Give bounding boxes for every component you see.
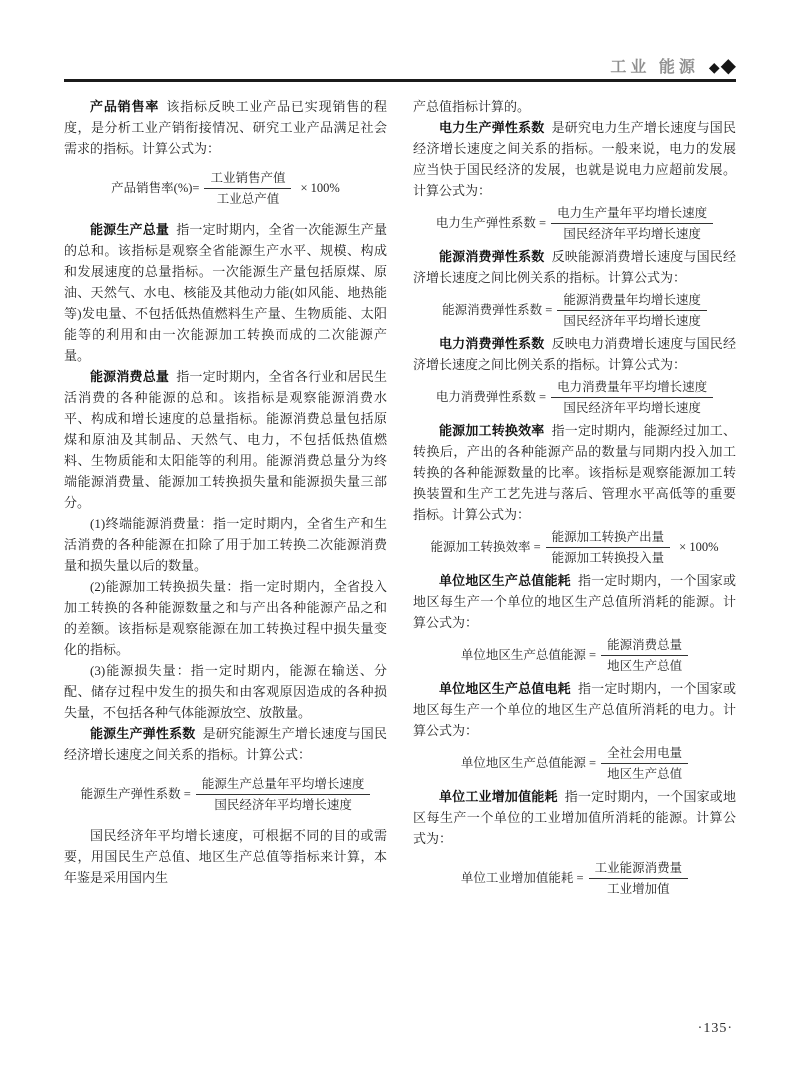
term-label: 能源加工转换效率 (439, 423, 545, 438)
fraction (196, 775, 371, 813)
definition-paragraph (64, 219, 387, 366)
diamond-icon: ◆ (720, 55, 736, 77)
term-label: 产品销售率 (90, 99, 160, 114)
definition-paragraph (413, 570, 736, 633)
paragraph-text: 是研究电力生产增长速度与国民经济增长速度之间关系的指标。一般来说，电力的发展应当快于国民经济的发展，也就是说电力应超前发展。计算公式为： (413, 120, 736, 198)
definition-paragraph (413, 246, 736, 288)
formula (413, 204, 736, 242)
term-label: 能源消费弹性系数 (439, 249, 545, 264)
paragraph-text: 是研究能源生产增长速度与国民经济增长速度之间关系的指标。计算公式： (64, 726, 387, 762)
formula-denominator: 工业增加值 (607, 882, 670, 896)
fraction (551, 378, 713, 416)
fraction (557, 291, 707, 329)
formula-lhs: 电力消费弹性系数 = (435, 390, 547, 404)
paragraph-text: 指一定时期内，全省各行业和居民生活消费的各种能源的总和。该指标是观察能源消费水平、构成和增长速度的总量指标。能源消费总量包括原煤和原油及其制品、天然气、电力，不包括低热值燃料、生物质能和太阳能等的利用。能源消费总量分为终端能源消费量、能源加工转换损失量和能源损失量三部分。 (64, 369, 387, 510)
formula-lhs: 产品销售率(%)= (111, 181, 200, 195)
paragraph-text: 指一定时期内，一个国家或地区每生产一个单位的工业增加值所消耗的能源。计算公式为： (413, 789, 736, 846)
section-title: 工业 能源 (610, 59, 699, 76)
formula-denominator: 能源加工转换投入量 (551, 551, 665, 565)
formula (64, 169, 387, 207)
term-label: 能源生产总量 (90, 222, 170, 237)
formula-suffix: × 100% (300, 181, 340, 195)
paragraph-text: 国民经济年平均增长速度，可根据不同的目的或需要，用国民生产总值、地区生产总值等指标来计算，本年鉴是采用国内生 (64, 828, 387, 885)
fraction (589, 859, 689, 897)
definition-paragraph (413, 117, 736, 201)
paragraph-text: 指一定时期内，一个国家或地区每生产一个单位的地区生产总值所消耗的电力。计算公式为： (413, 681, 736, 738)
formula-lhs: 能源消费弹性系数 = (442, 303, 553, 317)
formula-numerator: 能源消费总量 (601, 636, 688, 656)
fraction (601, 744, 688, 782)
formula-suffix: × 100% (679, 540, 719, 554)
paragraph-text: 指一定时期内，一个国家或地区每生产一个单位的地区生产总值所消耗的能源。计算公式为： (413, 573, 736, 630)
continuation-paragraph (413, 96, 736, 117)
term-label: 单位地区生产总值电耗 (439, 681, 571, 696)
fraction (551, 204, 713, 242)
definition-paragraph (64, 660, 387, 723)
paragraph-text: (3)能源损失量：指一定时期内，能源在输送、分配、储存过程中发生的损失和由客观原因造成的各种损失量，不包括各种气体能源放空、放散量。 (64, 663, 387, 720)
page-header (64, 54, 736, 82)
term-label: 电力消费弹性系数 (439, 336, 545, 351)
formula-denominator: 国民经济年平均增长速度 (214, 798, 352, 812)
page-content (64, 96, 736, 909)
definition-paragraph (64, 96, 387, 159)
formula-denominator: 国民经济年平均增长速度 (563, 401, 701, 415)
definition-paragraph (413, 333, 736, 375)
formula-numerator: 能源加工转换产出量 (546, 528, 671, 548)
fraction (204, 169, 291, 207)
formula-numerator: 工业销售产值 (204, 169, 291, 189)
diamond-icon: ◆ (708, 61, 720, 76)
formula (64, 775, 387, 813)
term-label: 电力生产弹性系数 (439, 120, 545, 135)
formula-lhs: 单位地区生产总值能源 = (460, 648, 597, 662)
formula-lhs: 电力生产弹性系数 = (435, 216, 547, 230)
paragraph-text: 指一定时期内，能源经过加工、转换后，产出的各种能源产品的数量与同期内投入加工转换的各种能源数量的比率。该指标是观察能源加工转换装置和生产工艺先进与落后、管理水平高低等的重要指标。计算公式为： (413, 423, 736, 522)
fraction (601, 636, 688, 674)
left-column (64, 96, 387, 909)
formula-numerator: 工业能源消费量 (589, 859, 689, 879)
formula (413, 744, 736, 782)
formula (413, 291, 736, 329)
formula-numerator: 能源生产总量年平均增长速度 (196, 775, 371, 795)
right-column (413, 96, 736, 909)
formula-lhs: 单位工业增加值能耗 = (460, 871, 584, 885)
page-number: ·135· (697, 1021, 733, 1036)
formula (413, 859, 736, 897)
formula (413, 636, 736, 674)
formula-lhs: 单位地区生产总值能源 = (460, 756, 597, 770)
definition-paragraph (413, 786, 736, 849)
paragraph-text: 反映电力消费增长速度与国民经济增长速度之间比例关系的指标。计算公式为： (413, 336, 736, 372)
fraction (546, 528, 671, 566)
definition-paragraph (64, 366, 387, 513)
formula-lhs: 能源加工转换效率 = (430, 540, 541, 554)
term-label: 能源消费总量 (90, 369, 170, 384)
term-label: 单位地区生产总值能耗 (439, 573, 571, 588)
formula-numerator: 全社会用电量 (601, 744, 688, 764)
definition-paragraph (64, 825, 387, 888)
paragraph-text: (1)终端能源消费量：指一定时期内，全省生产和生活消费的各种能源在扣除了用于加工转换二次能源消费量和损失量以后的数量。 (64, 516, 387, 573)
definition-paragraph (413, 420, 736, 525)
formula-denominator: 国民经济年平均增长速度 (563, 314, 701, 328)
formula-denominator: 地区生产总值 (607, 767, 683, 781)
formula (413, 378, 736, 416)
paragraph-text: 该指标反映工业产品已实现销售的程度，是分析工业产销衔接情况、研究工业产品满足社会需求的指标。计算公式为： (64, 99, 387, 156)
formula-denominator: 地区生产总值 (607, 659, 683, 673)
definition-paragraph (413, 678, 736, 741)
formula-lhs: 能源生产弹性系数 = (80, 787, 191, 801)
term-label: 能源生产弹性系数 (90, 726, 196, 741)
formula-numerator: 电力生产量年平均增长速度 (551, 204, 713, 224)
paragraph-text: 产总值指标计算的。 (413, 99, 531, 114)
formula (413, 528, 736, 566)
formula-denominator: 国民经济年平均增长速度 (563, 227, 701, 241)
definition-paragraph (64, 576, 387, 660)
paragraph-text: (2)能源加工转换损失量：指一定时期内，全省投入加工转换的各种能源数量之和与产出各种能源产品之和的差额。该指标是观察能源在加工转换过程中损失量变化的指标。 (64, 579, 387, 657)
formula-numerator: 能源消费量年均增长速度 (557, 291, 707, 311)
definition-paragraph (64, 513, 387, 576)
paragraph-text: 指一定时期内，全省一次能源生产量的总和。该指标是观察全省能源生产水平、规模、构成和发展速度的总量指标。一次能源生产量包括原煤、原油、天然气、水电、核能及其他动力能(如风能、地热能等)发电量、不包括低热值燃料生产量、生物质能、太阳能等的利用和由一次能源加工转换而成的二次能源产量。 (64, 222, 387, 363)
formula-denominator: 工业总产值 (216, 192, 280, 206)
paragraph-text: 反映能源消费增长速度与国民经济增长速度之间比例关系的指标。计算公式为： (413, 249, 736, 285)
definition-paragraph (64, 723, 387, 765)
formula-numerator: 电力消费量年平均增长速度 (551, 378, 713, 398)
term-label: 单位工业增加值能耗 (439, 789, 558, 804)
